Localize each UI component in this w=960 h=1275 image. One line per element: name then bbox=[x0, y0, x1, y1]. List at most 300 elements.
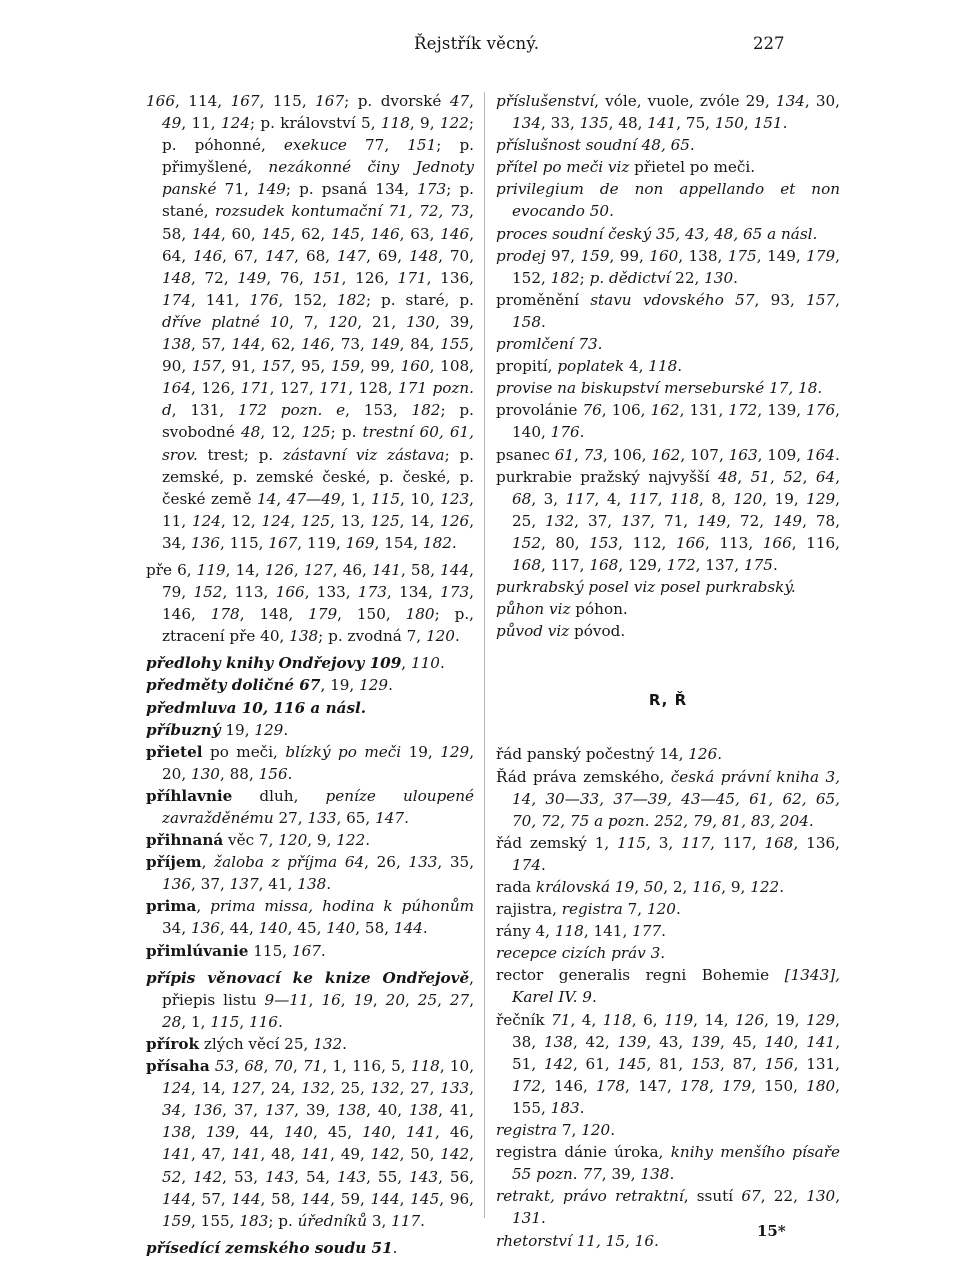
entry-text: příhlavnie bbox=[146, 786, 233, 805]
entry-text: 118 bbox=[648, 357, 678, 376]
entry-text: . bbox=[326, 875, 332, 894]
entry-text: rozsudek kontumační 71, 72, 73 bbox=[215, 202, 470, 221]
entry-text: 168 bbox=[512, 555, 541, 574]
entry-text: prima missa, hodina k púhonům bbox=[210, 897, 474, 916]
index-entry bbox=[146, 940, 474, 962]
entry-text: , bbox=[372, 990, 386, 1009]
entry-text: , 107, bbox=[680, 445, 729, 464]
entry-text: 138 bbox=[337, 1101, 367, 1120]
entry-text: 180 bbox=[806, 1076, 836, 1095]
entry-text: , 149, bbox=[756, 246, 807, 265]
entry-text: , 14, bbox=[191, 1079, 232, 1098]
entry-text: 22, bbox=[670, 268, 705, 287]
index-entry bbox=[496, 178, 840, 222]
entry-text: 169 bbox=[345, 533, 375, 552]
entry-text: 148 bbox=[162, 268, 191, 287]
entry-text: 47 bbox=[449, 92, 470, 110]
entry-text: , 46, bbox=[332, 560, 372, 579]
entry-text: 147 bbox=[337, 246, 367, 265]
entry-text: 130 bbox=[190, 764, 220, 783]
entry-text: dříve platné 10 bbox=[162, 312, 290, 331]
entry-text: , 146, bbox=[162, 583, 474, 624]
entry-text: 142 bbox=[370, 1145, 400, 1164]
entry-text: , bbox=[405, 990, 418, 1009]
entry-text: , 139, bbox=[757, 401, 807, 420]
entry-text: , 117, bbox=[541, 555, 590, 574]
entry-text: 138 bbox=[162, 335, 191, 354]
page-header bbox=[0, 34, 960, 62]
entry-text: , 91, bbox=[220, 357, 262, 376]
entry-text: , bbox=[835, 1010, 840, 1029]
index-entry bbox=[496, 223, 840, 245]
entry-text: , 37, bbox=[191, 875, 230, 894]
entry-text: , 63, bbox=[399, 224, 441, 243]
entry-text: 132 bbox=[370, 1079, 400, 1098]
entry-text: , 58, bbox=[400, 560, 441, 579]
entry-text: , 33, bbox=[541, 114, 580, 133]
entry-text: 124 bbox=[261, 511, 291, 530]
entry-text: , bbox=[196, 897, 211, 916]
entry-text: , 141, bbox=[191, 290, 250, 309]
entry-text: 7, bbox=[557, 1121, 582, 1140]
entry-text: proces soudní český 35, 43, 48, 65 a násl. bbox=[496, 224, 818, 243]
entry-text: 136 bbox=[162, 875, 191, 894]
entry-text: , 41, bbox=[258, 875, 298, 894]
entry-text: 149 bbox=[697, 511, 727, 530]
entry-text: poplatek bbox=[557, 357, 625, 376]
index-entry bbox=[496, 920, 840, 942]
entry-text: 150 bbox=[714, 114, 744, 133]
entry-text: . bbox=[277, 1012, 283, 1031]
entry-text: 117 bbox=[628, 489, 658, 508]
entry-text: , bbox=[469, 1079, 475, 1098]
entry-text: 67 bbox=[741, 1187, 761, 1206]
index-entry bbox=[146, 1237, 474, 1259]
entry-text: . bbox=[342, 1034, 347, 1053]
right-column-entries-r bbox=[496, 743, 840, 1251]
left-column bbox=[146, 90, 474, 1259]
entry-text: po meči, bbox=[202, 742, 286, 761]
entry-text: předměty doličné 67 bbox=[146, 676, 321, 695]
entry-text: rada bbox=[496, 878, 536, 896]
entry-text: , 80, bbox=[541, 533, 590, 552]
entry-text: 115 bbox=[371, 489, 401, 508]
entry-text: 141 bbox=[162, 1145, 191, 1164]
entry-text: , 45, bbox=[720, 1032, 765, 1051]
entry-text: . bbox=[610, 1121, 616, 1140]
entry-text: . bbox=[283, 720, 289, 739]
entry-text: , bbox=[469, 92, 474, 110]
entry-text: 140 bbox=[362, 1123, 392, 1142]
entry-text: příslušenství bbox=[496, 92, 595, 110]
entry-text: , 58, bbox=[260, 1189, 302, 1208]
index-entry bbox=[496, 576, 840, 598]
entry-text: 70 bbox=[273, 1057, 293, 1076]
entry-text: . bbox=[660, 944, 666, 963]
entry-text: 146 bbox=[440, 224, 470, 243]
entry-text: 68 bbox=[512, 489, 532, 508]
entry-text: 180 bbox=[405, 605, 435, 624]
entry-text: 52 bbox=[783, 467, 803, 486]
entry-text: . bbox=[579, 423, 585, 442]
entry-text: . bbox=[541, 312, 546, 331]
entry-text: 115 bbox=[210, 1012, 240, 1031]
index-entry bbox=[496, 942, 840, 964]
entry-text: 140 bbox=[258, 919, 288, 938]
entry-text: 142 bbox=[543, 1054, 573, 1073]
entry-text: , 134, bbox=[386, 583, 441, 602]
entry-text: , bbox=[835, 489, 840, 508]
entry-text: 166 bbox=[675, 533, 705, 552]
entry-text: 122 bbox=[336, 831, 366, 850]
entry-text: , 7, bbox=[289, 312, 329, 331]
entry-text: 136 bbox=[190, 533, 220, 552]
entry-text: . bbox=[422, 919, 428, 938]
entry-text: , 42, bbox=[572, 1032, 618, 1051]
entry-text: . bbox=[454, 627, 460, 646]
entry-text: , 11, bbox=[181, 114, 221, 133]
entry-text: 126 bbox=[264, 560, 294, 579]
entry-text: 138 bbox=[409, 1101, 439, 1120]
entry-text: 137 bbox=[621, 511, 651, 530]
entry-text: . bbox=[779, 878, 785, 896]
entry-text: 4, bbox=[624, 357, 649, 376]
entry-text: 176 bbox=[249, 290, 279, 309]
index-entry bbox=[496, 876, 840, 898]
entry-text: , 146, bbox=[541, 1076, 597, 1095]
entry-text: 168 bbox=[589, 555, 619, 574]
entry-text: , 10, bbox=[400, 489, 441, 508]
index-entry bbox=[146, 652, 474, 674]
entry-text: . bbox=[320, 941, 326, 960]
entry-text: promlčení 73. bbox=[496, 335, 603, 354]
entry-text: . bbox=[669, 1165, 675, 1184]
entry-text: 145 bbox=[617, 1054, 647, 1073]
index-entry bbox=[496, 1119, 840, 1141]
entry-text: , 37, bbox=[574, 511, 622, 530]
entry-text: trest; p. bbox=[197, 445, 283, 464]
entry-text: 171 pozn. d bbox=[162, 379, 474, 420]
entry-text: 49 bbox=[162, 114, 182, 133]
index-entry bbox=[146, 559, 474, 647]
entry-text: věc 7, bbox=[223, 831, 279, 850]
entry-text: , 114, bbox=[175, 92, 231, 110]
entry-text: 129 bbox=[254, 720, 284, 739]
entry-text: 131, bbox=[806, 1054, 841, 1073]
entry-text: , 115, bbox=[219, 533, 269, 552]
entry-text: 118 bbox=[602, 1010, 632, 1029]
entry-text: 168 bbox=[764, 833, 794, 852]
entry-text: privilegium de non appellando et non evocando 50. bbox=[496, 180, 840, 221]
entry-text: 171 bbox=[397, 268, 427, 287]
entry-text: 183 bbox=[550, 1098, 580, 1117]
entry-text: , bbox=[802, 467, 816, 486]
entry-text: 28 bbox=[162, 1012, 182, 1031]
entry-text: purkrabský posel viz posel purkrabský. bbox=[496, 578, 796, 597]
entry-text: . bbox=[834, 445, 840, 464]
entry-text: , 67, bbox=[222, 246, 266, 265]
entry-text: ; p. bbox=[330, 423, 363, 442]
entry-text: 182 bbox=[550, 268, 580, 287]
entry-text: 148 bbox=[409, 246, 439, 265]
entry-text: , 9, bbox=[721, 878, 751, 896]
entry-text: česká právní kniha 3, 14, 30—33, 37—39, 43—45, 61, 62, 65, 70, 72, 75 a pozn. 252, 79, 81, 83, 204. bbox=[512, 767, 841, 830]
entry-text: 146 bbox=[370, 224, 400, 243]
entry-text: ; p. dvorské bbox=[344, 92, 450, 110]
entry-text: , 43, bbox=[646, 1032, 692, 1051]
entry-text: , 106, bbox=[603, 445, 652, 464]
entry-text: , 133, bbox=[304, 583, 358, 602]
entry-text: 53 bbox=[214, 1057, 235, 1076]
entry-text: 158 bbox=[512, 312, 541, 331]
entry-text: 175 bbox=[727, 246, 757, 265]
entry-text: zlých věcí 25, bbox=[199, 1034, 314, 1053]
entry-text: 118 bbox=[410, 1057, 440, 1076]
entry-text: 139 bbox=[205, 1123, 235, 1142]
entry-text: 117 bbox=[565, 489, 595, 508]
entry-text: , bbox=[181, 1167, 194, 1186]
entry-text: , bbox=[290, 511, 302, 530]
entry-text: purkrabie pražský najvyšší bbox=[496, 467, 718, 486]
entry-text: 130 bbox=[806, 1187, 836, 1206]
entry-text: . bbox=[661, 922, 666, 941]
entry-text: 155 bbox=[440, 335, 470, 354]
entry-text: , 1, bbox=[340, 489, 372, 508]
entry-text: registra dánie úroka, bbox=[496, 1143, 671, 1162]
entry-text: , bbox=[769, 467, 784, 486]
entry-text: nezákonné činy Jednoty panské bbox=[162, 158, 474, 199]
entry-text: , bbox=[657, 489, 671, 508]
entry-text: , bbox=[181, 1101, 194, 1120]
entry-text: , 53, bbox=[222, 1167, 266, 1186]
entry-text: 132 bbox=[301, 1079, 331, 1098]
entry-text: rhetorství 11, 15, 16. bbox=[496, 1231, 659, 1250]
entry-text: 146 bbox=[301, 335, 331, 354]
entry-text: 3, bbox=[367, 1211, 392, 1230]
entry-text: , bbox=[308, 990, 322, 1009]
entry-text: 117 bbox=[391, 1211, 421, 1230]
entry-text: , 39, bbox=[601, 1165, 641, 1184]
entry-text: . bbox=[420, 1211, 425, 1230]
entry-text: . bbox=[392, 1238, 398, 1257]
entry-text: , 11, bbox=[162, 489, 474, 530]
entry-text: 171 bbox=[319, 379, 349, 398]
entry-text: 167 bbox=[230, 92, 260, 110]
index-entry bbox=[496, 964, 840, 1008]
entry-text: 14 bbox=[257, 489, 277, 508]
entry-text: 179 bbox=[722, 1076, 752, 1095]
entry-text: , 136, bbox=[426, 268, 474, 287]
entry-text: 149 bbox=[370, 335, 400, 354]
entry-text: retrakt, právo retraktní bbox=[496, 1187, 684, 1206]
entry-text: , 39, bbox=[294, 1101, 338, 1120]
entry-text: 151 bbox=[312, 268, 342, 287]
index-entry bbox=[496, 333, 840, 355]
entry-text: 64 bbox=[815, 467, 836, 486]
entry-text: 167 bbox=[268, 533, 298, 552]
index-entry bbox=[146, 697, 474, 719]
index-entry bbox=[496, 466, 840, 576]
entry-text: , 68, bbox=[294, 246, 338, 265]
entry-text: , bbox=[835, 1187, 841, 1206]
entry-text: 97, bbox=[545, 246, 581, 265]
entry-text: , 138, bbox=[678, 246, 728, 265]
entry-text: přísaha bbox=[146, 1057, 210, 1076]
entry-text: 19 bbox=[353, 990, 373, 1009]
entry-text: 139 bbox=[617, 1032, 647, 1051]
entry-text: přípis věnovací ke knize Ondřejově bbox=[146, 968, 470, 987]
entry-text: 141 bbox=[231, 1145, 261, 1164]
entry-text: , 99, bbox=[609, 246, 650, 265]
entry-text: , bbox=[292, 1057, 304, 1076]
entry-text: 71, bbox=[216, 180, 257, 199]
entry-text: přimlúvanie bbox=[146, 941, 249, 960]
entry-text: , 93, bbox=[754, 290, 807, 309]
entry-text: 50 bbox=[643, 878, 664, 896]
entry-text: [1343], Karel IV. 9. bbox=[512, 966, 840, 1007]
entry-text: 175 bbox=[743, 555, 773, 574]
entry-text: 141 bbox=[371, 560, 401, 579]
entry-text: 52 bbox=[162, 1167, 182, 1186]
entry-text: , 47, bbox=[191, 1145, 232, 1164]
entry-text: 171 bbox=[240, 379, 270, 398]
entry-text: , 137, bbox=[695, 555, 744, 574]
entry-text: . bbox=[287, 764, 293, 783]
entry-text: , bbox=[401, 654, 411, 673]
index-entry bbox=[146, 741, 474, 785]
entry-text: 166 bbox=[275, 583, 305, 602]
entry-text: , 12, bbox=[220, 511, 262, 530]
entry-text: , 49, bbox=[330, 1145, 371, 1164]
entry-text: přísedící zemského soudu 51 bbox=[146, 1238, 393, 1257]
entry-text: , bbox=[234, 1057, 245, 1076]
entry-text: , 40, bbox=[366, 1101, 410, 1120]
entry-text: 115, bbox=[248, 941, 292, 960]
entry-text: , 3, bbox=[531, 489, 566, 508]
entry-text: rány 4, bbox=[496, 922, 555, 941]
entry-text: , bbox=[340, 990, 354, 1009]
entry-text: předmluva 10, 116 a násl. bbox=[146, 698, 367, 717]
entry-text: 129 bbox=[359, 676, 389, 695]
entry-text: , 64, bbox=[162, 224, 475, 265]
entry-text: , 8, bbox=[699, 489, 734, 508]
entry-text: ; p. zvodná 7, bbox=[318, 627, 426, 646]
entry-text: , 112, bbox=[618, 533, 676, 552]
index-entry bbox=[146, 895, 474, 939]
entry-text: , 72, bbox=[191, 268, 238, 287]
entry-text: . bbox=[677, 357, 683, 376]
entry-text: 137 bbox=[229, 875, 259, 894]
entry-text: , 108, bbox=[429, 357, 475, 376]
entry-text: , 48, bbox=[608, 114, 648, 133]
entry-text: , bbox=[191, 1123, 206, 1142]
entry-text: , 44, bbox=[234, 1123, 284, 1142]
entry-text: 126 bbox=[440, 511, 470, 530]
entry-text: 152 bbox=[512, 533, 541, 552]
entry-text: 38, bbox=[512, 1032, 544, 1051]
entry-text: 123 bbox=[440, 489, 470, 508]
entry-text: , 4, bbox=[594, 489, 629, 508]
entry-text: 140 bbox=[326, 919, 356, 938]
entry-text: , 10, bbox=[439, 1057, 475, 1076]
entry-text: ; p. zemské, p. zemské české, p. české, p. české země bbox=[162, 445, 475, 508]
entry-text: 118 bbox=[380, 114, 410, 133]
entry-text: 172 bbox=[666, 555, 696, 574]
entry-text: 183 bbox=[239, 1211, 269, 1230]
entry-text: 182 bbox=[422, 533, 452, 552]
entry-text: ; p., ztracení pře 40, bbox=[162, 605, 474, 646]
entry-text: 156 bbox=[258, 764, 288, 783]
entry-text: 138 bbox=[640, 1165, 670, 1184]
entry-text: , bbox=[743, 114, 754, 133]
entry-text: 76 bbox=[582, 401, 602, 420]
entry-text: 118 bbox=[670, 489, 700, 508]
entry-text: , 136, bbox=[793, 833, 840, 852]
entry-text: , 44, bbox=[219, 919, 259, 938]
index-entry bbox=[496, 156, 840, 178]
entry-text: 118 bbox=[554, 922, 584, 941]
entry-text: příslušnost soudní 48, 65. bbox=[496, 136, 695, 155]
entry-text: , bbox=[469, 1145, 475, 1164]
index-entry bbox=[146, 674, 474, 696]
entry-text: 153 bbox=[589, 533, 619, 552]
entry-text: 34, bbox=[162, 919, 191, 938]
entry-text: 34 bbox=[162, 1101, 182, 1120]
entry-text: 172 bbox=[512, 1076, 541, 1095]
index-entry bbox=[496, 355, 840, 377]
index-entry bbox=[146, 1033, 474, 1055]
entry-text: 149 bbox=[237, 268, 267, 287]
index-entry bbox=[496, 1185, 840, 1229]
entry-text: , 150, bbox=[751, 1076, 807, 1095]
entry-text: , 140, bbox=[512, 401, 840, 442]
entry-text: , bbox=[793, 1054, 807, 1073]
entry-text: , 26, bbox=[364, 853, 409, 872]
entry-text: , 147, bbox=[625, 1076, 681, 1095]
entry-text: , bbox=[239, 1012, 249, 1031]
entry-text: 167 bbox=[291, 941, 321, 960]
entry-text: . bbox=[579, 1098, 585, 1117]
entry-text: propití, bbox=[496, 357, 558, 376]
entry-text: 141 bbox=[405, 1123, 435, 1142]
entry-text: proměnění bbox=[496, 290, 591, 309]
entry-text: , 4, bbox=[570, 1010, 603, 1029]
entry-text: 71 bbox=[551, 1010, 571, 1029]
signature-mark: 15* bbox=[757, 1222, 786, 1240]
index-entry bbox=[496, 620, 840, 642]
entry-text: 160 bbox=[400, 357, 430, 376]
entry-text: 151 bbox=[407, 136, 437, 155]
entry-text: , 72, bbox=[726, 511, 774, 530]
entry-text: 138 bbox=[289, 627, 319, 646]
entry-text: ; p. bbox=[268, 1211, 298, 1230]
section-heading: R, Ř bbox=[648, 691, 688, 710]
entry-text: , 127, bbox=[269, 379, 320, 398]
entry-text: 27, bbox=[273, 809, 308, 827]
entry-text: žaloba z příjma 64 bbox=[214, 853, 365, 872]
entry-text: 119 bbox=[664, 1010, 694, 1029]
index-entry bbox=[146, 719, 474, 741]
entry-text: , 152, bbox=[512, 246, 840, 287]
entry-text: 173 bbox=[440, 583, 470, 602]
entry-text: , 109, bbox=[757, 445, 806, 464]
entry-text: , bbox=[263, 1057, 274, 1076]
entry-text: 140 bbox=[764, 1032, 794, 1051]
entry-text: 163 bbox=[728, 445, 758, 464]
right-column bbox=[496, 90, 840, 1252]
entry-text: , 128, bbox=[348, 379, 399, 398]
entry-text: řád panský počestný 14, bbox=[496, 745, 689, 764]
